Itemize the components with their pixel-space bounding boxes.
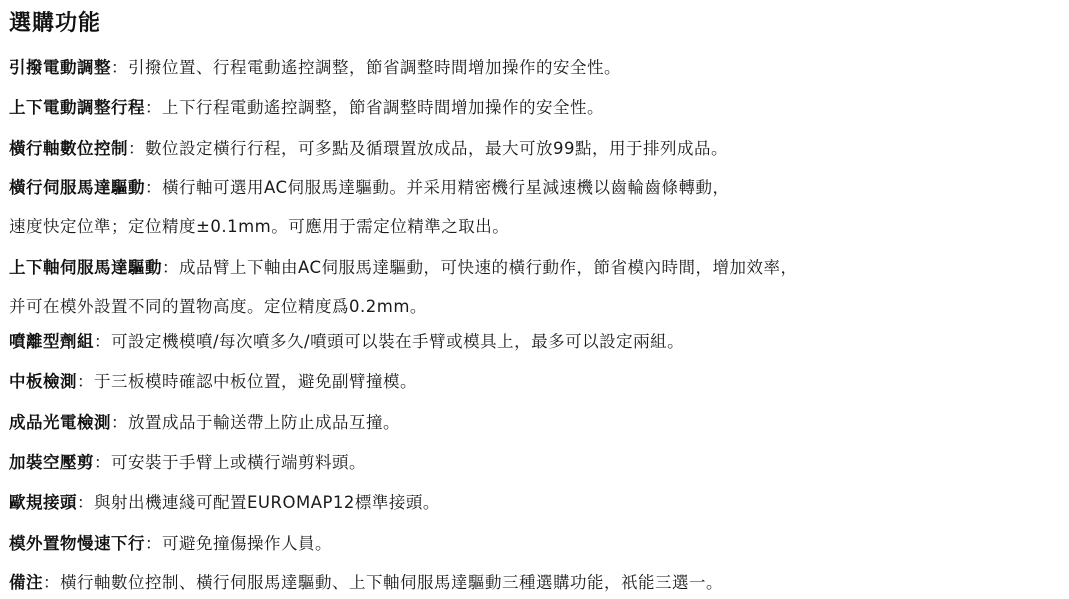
feature-separator: ： [77,493,94,512]
feature-description: 數位設定橫行行程，可多點及循環置放成品，最大可放99點，用于排列成品。 [145,139,728,158]
feature-term: 橫行軸數位控制 [9,139,128,158]
feature-term: 中板檢測 [9,372,77,391]
feature-term: 橫行伺服馬達驅動 [9,178,145,197]
feature-term: 上下電動調整行程 [9,98,145,117]
feature-description: 于三板模時確認中板位置，避免副臂撞模。 [94,372,417,391]
feature-term: 噴離型劑組 [9,332,94,351]
feature-description: 與射出機連綫可配置EUROMAP12標準接頭。 [94,493,440,512]
page-title: 選購功能 [9,11,102,36]
feature-line [9,257,798,279]
feature-description: 可安裝于手臂上或橫行端剪料頭。 [111,453,366,472]
feature-description: 成品臂上下軸由AC伺服馬達驅動，可快速的橫行動作，節省模內時間，增加效率， [179,258,798,277]
feature-separator: ： [162,258,179,277]
feature-separator: ： [77,372,94,391]
remark-description: 橫行軸數位控制、橫行伺服馬達驅動、上下軸伺服馬達驅動三種選購功能，祇能三選一。 [60,573,723,592]
feature-line [9,138,728,160]
feature-term: 上下軸伺服馬達驅動 [9,258,162,277]
feature-separator: ： [43,573,60,592]
feature-description: 上下行程電動遙控調整，節省調整時間增加操作的安全性。 [162,98,604,117]
feature-term: 加裝空壓剪 [9,453,94,472]
feature-term: 歐規接頭 [9,493,77,512]
feature-description: 放置成品于輸送帶上防止成品互撞。 [128,413,400,432]
feature-term: 引撥電動調整 [9,58,111,77]
feature-separator: ： [145,178,162,197]
remark-term: 備注 [9,573,43,592]
feature-continuation [9,296,427,318]
remark-line [9,572,723,594]
feature-separator: ： [145,534,162,553]
feature-line [9,97,604,119]
feature-description: 橫行軸可選用AC伺服馬達驅動。并采用精密機行星減速機以齒輪齒條轉動， [162,178,730,197]
feature-line [9,492,440,514]
feature-term: 模外置物慢速下行 [9,534,145,553]
feature-description: 可設定機模噴/每次噴多久/噴頭可以裝在手臂或模具上，最多可以設定兩組。 [111,332,685,351]
feature-description: 引撥位置、行程電動遙控調整，節省調整時間增加操作的安全性。 [128,58,621,77]
feature-description: 速度快定位準；定位精度±0.1mm。可應用于需定位精準之取出。 [9,217,510,236]
feature-term: 成品光電檢測 [9,413,111,432]
feature-line [9,57,621,79]
feature-line [9,533,332,555]
feature-separator: ： [94,453,111,472]
feature-line [9,177,730,199]
feature-separator: ： [145,98,162,117]
feature-continuation [9,216,509,238]
feature-line [9,412,400,434]
feature-line [9,331,684,353]
feature-description: 并可在模外設置不同的置物高度。定位精度爲0.2mm。 [9,297,427,316]
feature-description: 可避免撞傷操作人員。 [162,534,332,553]
feature-line [9,371,417,393]
feature-separator: ： [128,139,145,158]
feature-separator: ： [111,58,128,77]
feature-separator: ： [94,332,111,351]
feature-separator: ： [111,413,128,432]
feature-line [9,452,366,474]
